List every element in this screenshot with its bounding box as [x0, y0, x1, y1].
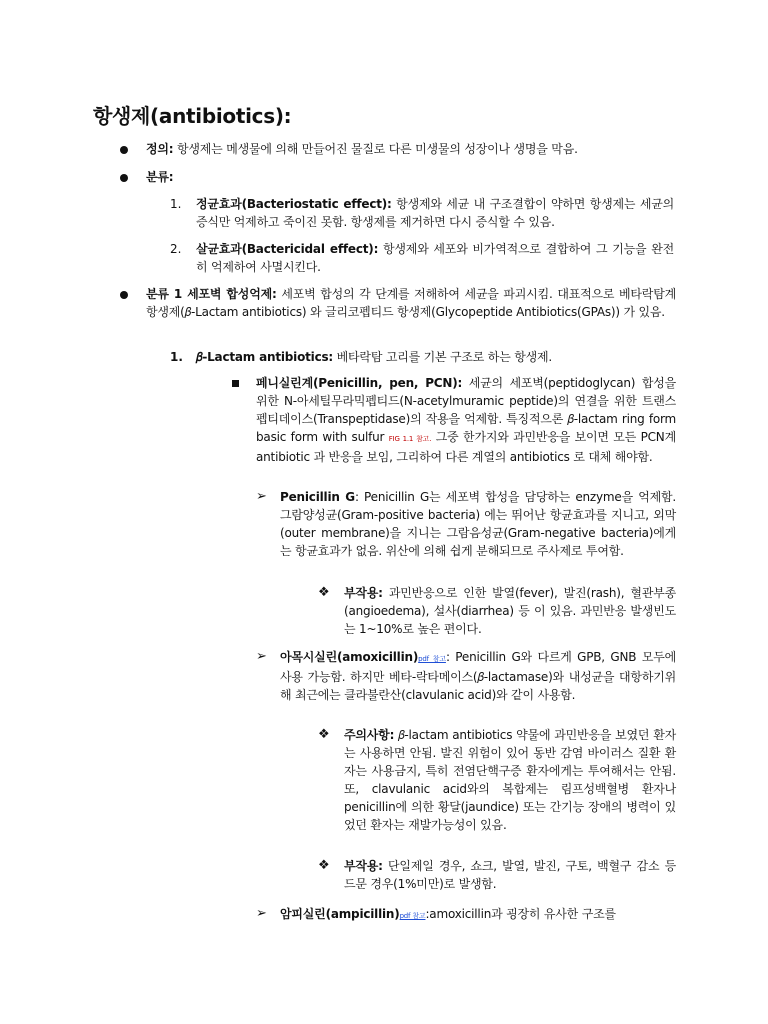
amoxicillin-label: 아목시실린(amoxicillin) [280, 650, 419, 664]
bacteriostatic-paragraph [196, 195, 674, 231]
figure-reference: FIG 1.1 참고. [388, 435, 432, 443]
ampicillin-pdf-link[interactable]: pdf 참고 [399, 912, 426, 920]
diamond-bullet-icon: ❖ [318, 727, 330, 742]
bactericidal-label: 살균효과(Bactericidal effect): [196, 242, 379, 256]
pg-side-effects-label: 부작용: [344, 586, 383, 600]
amox-caution-label: 주의사항: [344, 728, 395, 742]
bactericidal-paragraph [196, 240, 674, 276]
class1-text: 세포벽 합성의 각 단계를 저해하여 세균을 파괴시킴. 대표적으로 베타락탐계 항생제(𝛽-Lactam antibiotics) 와 글리코펩티드 항생제(Glycopeptide Antibiotics(GPAs)) 가 있음. [146, 287, 676, 319]
square-bullet-icon [232, 380, 239, 387]
ampicillin-text: :amoxicillin과 굉장히 유사한 구조를 [425, 907, 616, 921]
penicillin-class-paragraph [256, 374, 676, 466]
list-number: 1. [170, 197, 182, 211]
definition-paragraph [146, 140, 686, 158]
bactericidal-text: 항생제와 세포와 비가역적으로 결합하여 그 기능을 완전히 억제하여 사멸시킨다. [196, 242, 674, 274]
beta-lactam-text: 베타락탐 고리를 기본 구조로 하는 항생제. [333, 350, 552, 364]
amoxicillin-paragraph [280, 648, 676, 704]
penicillin-class-label: 페니실린계(Penicillin, pen, PCN): [256, 376, 463, 390]
page-title: 항생제(antibiotics): [93, 104, 292, 128]
penicillin-g-label: Penicillin G [280, 490, 355, 504]
penicillin-g-text: : Penicillin G는 세포벽 합성을 담당하는 enzyme을 억제함. 그람양성균(Gram-positive bacteria) 에는 뛰어난 항균효과를 지니고, 외막(outer membrane)을 지니는 그람음성균(Gram-negative bacteria)에게는 항균효과가 없음. 위산에 의해 쉽게 분해되므로 주사제로 투여함. [280, 490, 676, 558]
bacteriostatic-label: 정균효과(Bacteriostatic effect): [196, 197, 392, 211]
bullet-icon [120, 146, 128, 154]
pg-side-effects-paragraph [344, 584, 676, 638]
amoxicillin-text: : Penicillin G와 다르게 GPB, GNB 모두에 사용 가능함. 하지만 베타-락타메이스(𝛽-lactamase)와 내성균을 대항하기위해 최근에는 클라불란산(clavulanic acid)와 같이 사용함. [280, 650, 677, 702]
penicillin-class-text-a: 세균의 세포벽(peptidoglycan) 합성을 위한 N-아세틸무라믹펩티드(N-acetylmuramic peptide)의 연결을 위한 트랜스펩티데이스(Transpeptidase)의 작용을 억제함. 특징적으론 𝛽-lactam ring form basic form with sulfur [256, 376, 677, 444]
amox-caution-text: 𝛽-lactam antibiotics 약물에 과민반응을 보였던 환자는 사용하면 안됨. 발진 위험이 있어 동반 감염 바이러스 질환 환자는 사용금지, 특히 전염단핵구증 환자에게는 투여해서는 안됨. 또, clavulanic acid와의 복합제는 림프성백혈병 환자나 penicillin에 의한 황달(jaundice) 또는 간기능 장애의 병력이 있었던 환자는 재발가능성이 있음. [344, 728, 676, 832]
amox-side-effects-text: 단일제일 경우, 쇼크, 발열, 발진, 구토, 백혈구 감소 등 드문 경우(1%미만)로 발생함. [344, 859, 676, 891]
ampicillin-label: 암피실린(ampicillin) [280, 907, 400, 921]
arrow-bullet-icon: ➢ [256, 489, 267, 504]
bullet-icon [120, 291, 128, 299]
list-number: 2. [170, 242, 182, 256]
amox-side-effects-label: 부작용: [344, 859, 383, 873]
penicillin-class-text-b: 그중 한가지와 과민반응을 보이면 모든 PCN계 antibiotic 과 반응을 보임, 그리하여 다른 계열의 antibiotics 로 대체 해야함. [256, 430, 676, 464]
arrow-bullet-icon: ➢ [256, 649, 267, 664]
class1-label: 분류 1 세포벽 합성억제: [146, 287, 277, 301]
list-number: 1. [170, 350, 183, 364]
beta-lactam-paragraph [196, 348, 676, 366]
penicillin-g-paragraph [280, 488, 676, 560]
bullet-icon [120, 174, 128, 182]
beta-lactam-label: 𝛽-Lactam antibiotics: [196, 350, 334, 364]
classification-label: 분류: [146, 170, 174, 184]
ampicillin-paragraph [280, 905, 676, 925]
pg-side-effects-text: 과민반응으로 인한 발열(fever), 발진(rash), 혈관부종(angioedema), 설사(diarrhea) 등 이 있음. 과민반응 발생빈도는 1~10%로 높은 편이다. [344, 586, 676, 636]
diamond-bullet-icon: ❖ [318, 858, 330, 873]
arrow-bullet-icon: ➢ [256, 906, 267, 921]
amox-caution-paragraph [344, 726, 676, 834]
class1-paragraph [146, 285, 676, 321]
definition-text: 항생제는 메생물에 의해 만들어진 물질로 다른 미생물의 성장이나 생명을 막음. [173, 142, 578, 156]
classification-paragraph [146, 168, 686, 186]
definition-label: 정의: [146, 142, 174, 156]
diamond-bullet-icon: ❖ [318, 585, 330, 600]
amoxicillin-pdf-link[interactable]: pdf 참고 [418, 655, 446, 663]
bacteriostatic-text: 항생제와 세균 내 구조결합이 약하면 항생제는 세균의 증식만 억제하고 죽이진 못함. 항생제를 제거하면 다시 증식할 수 있음. [196, 197, 674, 229]
amox-side-effects-paragraph [344, 857, 676, 893]
